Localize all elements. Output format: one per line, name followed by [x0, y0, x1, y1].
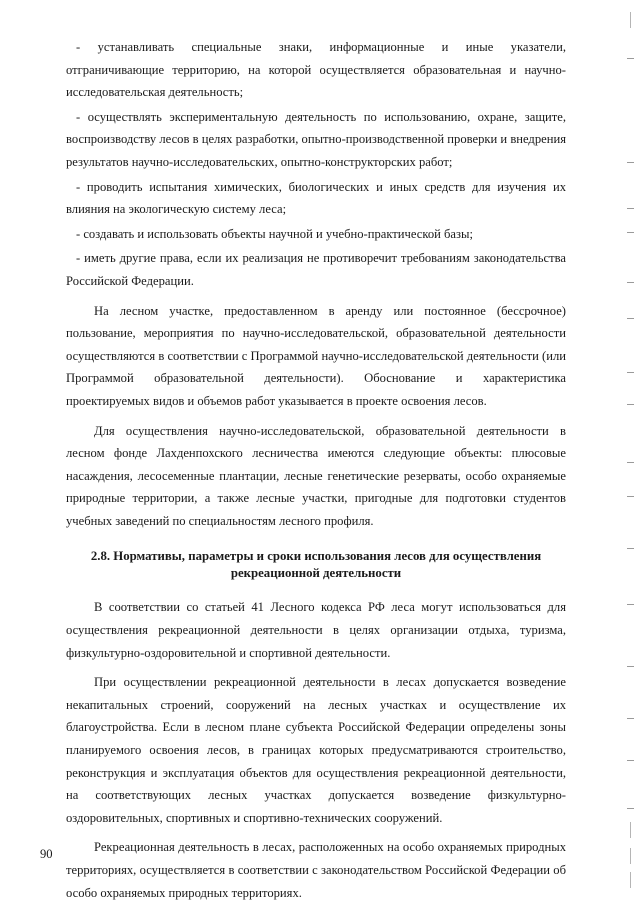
list-item-install-signs: - устанавливать специальные знаки, информационные и иные указатели, отграничивающие территорию, на которой осуществляется образовательная и научно-исследовательская деятельность; [66, 40, 566, 100]
paragraph-forest-code: В соответствии со статьей 41 Лесного кодекса РФ леса могут использоваться для осуществления рекреационной деятельности в целях организации отдыха, туризма, физкультурно-оздоровительной и спортивной деятельности. [66, 600, 566, 660]
margin-mark [627, 232, 634, 233]
list-item-experimental-activity: - осуществлять экспериментальную деятельность по использованию, охране, защите, воспроизводству лесов в целях разработки, опытно-производственной проверки и внедрения результатов научно-исследовательских, опытно-конструкторских работ; [66, 109, 566, 169]
margin-mark [627, 496, 634, 497]
list-item-testing: - проводить испытания химических, биологических и иных средств для изучения их влияния на экологическую систему леса; [66, 179, 566, 217]
paragraph-protected-areas: Рекреационная деятельность в лесах, расположенных на особо охраняемых природных территориях, осуществляется в соответствии с законодательством Российской Федерации об особо охраняемых природных территориях. [66, 840, 566, 900]
section-heading-line-1: 2.8. Нормативы, параметры и сроки использования лесов для осуществления [90, 549, 542, 564]
margin-mark [630, 822, 631, 838]
margin-mark [627, 318, 634, 319]
margin-mark [627, 808, 634, 809]
margin-mark [630, 848, 631, 864]
document-page [66, 36, 566, 904]
list-item-other-rights: - иметь другие права, если их реализация не противоречит требованиям законодательства Российской Федерации. [66, 251, 566, 288]
margin-mark [627, 604, 634, 605]
paragraph-recreation-buildings: При осуществлении рекреационной деятельности в лесах допускается возведение некапитальных строений, сооружений на лесных участках и осуществление их благоустройства. Если в лесном плане субъекта Российской Федерации определены зоны планируемого освоения лесов, в границах которых предусматриваются строительство, реконструкция и эксплуатация объектов для осуществления рекреационной деятельности, на соответствующих лесных участках допускается возведение физкультурно-оздоровительных, спортивных и спортивно-технических сооружений. [66, 675, 566, 825]
paragraph-research-objects: Для осуществления научно-исследовательской, образовательной деятельности в лесном фонде Лахденпохского лесничества имеются следующие объекты: плюсовые насаждения, лесосеменные плантации, лесные генетические резерваты, особо охраняемые природные территории, а также лесные участки, пригодные для подготовки студентов учебных заведений по специальностям лесного профиля. [66, 423, 566, 528]
margin-mark [627, 404, 634, 405]
margin-mark [627, 462, 634, 463]
scan-margin-marks [620, 0, 640, 905]
margin-mark [627, 208, 634, 209]
margin-mark [627, 666, 634, 667]
margin-mark [627, 162, 634, 163]
paragraph-lease-activities: На лесном участке, предоставленном в аренду или постоянное (бессрочное) пользование, мероприятия по научно-исследовательской, образовательной деятельности осуществляются в соответствии с Программой научно-исследовательской деятельности (или Программой образовательной деятельности). Обоснование и характеристика проектируемых видов и объемов работ указывается в проекте освоения лесов. [66, 303, 566, 408]
page-number: 90 [40, 847, 53, 861]
list-item-create-objects: - создавать и использовать объекты научной и учебно-практической базы; [76, 226, 473, 241]
margin-mark [630, 872, 631, 888]
margin-mark [627, 718, 634, 719]
margin-mark [627, 372, 634, 373]
margin-mark [630, 12, 631, 28]
margin-mark [627, 58, 634, 59]
margin-mark [627, 548, 634, 549]
margin-mark [627, 282, 634, 283]
section-heading-line-2: рекреационной деятельности [230, 566, 402, 581]
section-heading [66, 548, 566, 582]
margin-mark [627, 760, 634, 761]
